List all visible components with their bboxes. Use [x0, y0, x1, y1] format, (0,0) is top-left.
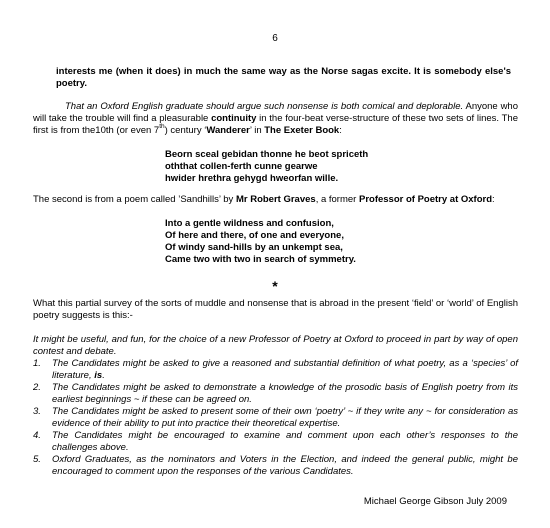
item-number: 3.	[33, 406, 41, 417]
para1-text-d: ’ in	[249, 125, 265, 136]
item-number: 4.	[33, 430, 41, 441]
list-item	[33, 382, 518, 406]
proposal-intro: It might be useful, and fun, for the choice of a new Professor of Poetry at Oxford to proceed in part by way of open contest and debate.	[33, 334, 518, 357]
para1-text-e: :	[339, 125, 342, 136]
para1-text-c: ) century ‘	[164, 125, 207, 136]
paragraph-argument	[33, 101, 518, 137]
section-separator: *	[272, 278, 278, 294]
para1-wanderer: Wanderer	[206, 125, 250, 136]
paragraph-survey: What this partial survey of the sorts of muddle and nonsense that is abroad in the present ‘field’ or ‘world’ of English poetry suggests is this:-	[33, 298, 518, 321]
verse-line: hwider hrethra gehygd hweorfan wille.	[165, 173, 339, 184]
para2-text-a: The second is from a poem called ’Sandhills’ by	[33, 194, 236, 205]
item-text: The Candidates might be asked to demonstrate a knowledge of the prosodic basis of English poetry from its earliest beginnings ~ if these can be agreed on.	[52, 382, 518, 405]
verse-line: Of windy sand-hills by an unkempt sea,	[165, 242, 343, 253]
verse-line: Came two with two in search of symmetry.	[165, 254, 356, 265]
verse-line: Of here and there, of one and everyone,	[165, 230, 344, 241]
para1-book: The Exeter Book	[264, 125, 340, 136]
item-text: The Candidates might be encouraged to examine and comment upon each other’s responses to the challenges above.	[52, 430, 518, 453]
verse-line: Beorn sceal gebidan thonne he beot spriceth	[165, 149, 369, 160]
quote-continuation: interests me (when it does) in much the same way as the Norse sagas excite. It is somebody else's poetry.	[56, 66, 511, 89]
verse-old-english	[165, 149, 368, 185]
item-text: The Candidates might be asked to present some of their own ‘poetry’ ~ if they write any ~ for consideration as evidence of their ability to put into practice their theoretical expertise.	[52, 406, 518, 429]
para1-text-b: in the four-beat verse-structure of these two sets of lines. The first is from the10th (or even 7	[33, 113, 518, 136]
verse-sandhills	[165, 218, 356, 266]
page-number: 6	[272, 33, 278, 44]
para1-sup: th	[159, 122, 165, 130]
para1-italic: That an Oxford English graduate should argue such nonsense is both comical and deplorable.	[65, 101, 464, 112]
list-item	[33, 430, 518, 454]
item-text: The Candidates might be asked to give a reasoned and substantial definition of what poetry, as a ‘species’ of literature,	[52, 358, 518, 381]
item-number: 2.	[33, 382, 41, 393]
para2-text-b: , a former	[315, 194, 359, 205]
verse-line: oththat collen-ferth cunne gearwe	[165, 161, 318, 172]
list-item	[33, 454, 518, 478]
paragraph-graves	[33, 194, 518, 206]
item-tail: .	[102, 370, 105, 381]
author-signature: Michael George Gibson July 2009	[363, 496, 507, 507]
item-number: 5.	[33, 454, 41, 465]
list-item	[33, 406, 518, 430]
proposal-list	[33, 358, 518, 478]
verse-line: Into a gentle wildness and confusion,	[165, 218, 334, 229]
para1-text-a: Anyone who will take the trouble will find a pleasurable	[33, 101, 519, 124]
para2-title: Professor of Poetry at Oxford	[358, 194, 493, 205]
para1-continuity: continuity	[211, 113, 257, 124]
item-text: Oxford Graduates, as the nominators and Voters in the Election, and indeed the general public, might be encouraged to comment upon the responses of the various Candidates.	[52, 454, 518, 477]
para2-author: Mr Robert Graves	[235, 194, 316, 205]
para2-text-c: :	[492, 194, 495, 205]
item-bold: is	[94, 370, 103, 381]
item-number: 1.	[33, 358, 41, 369]
list-item	[33, 358, 518, 382]
